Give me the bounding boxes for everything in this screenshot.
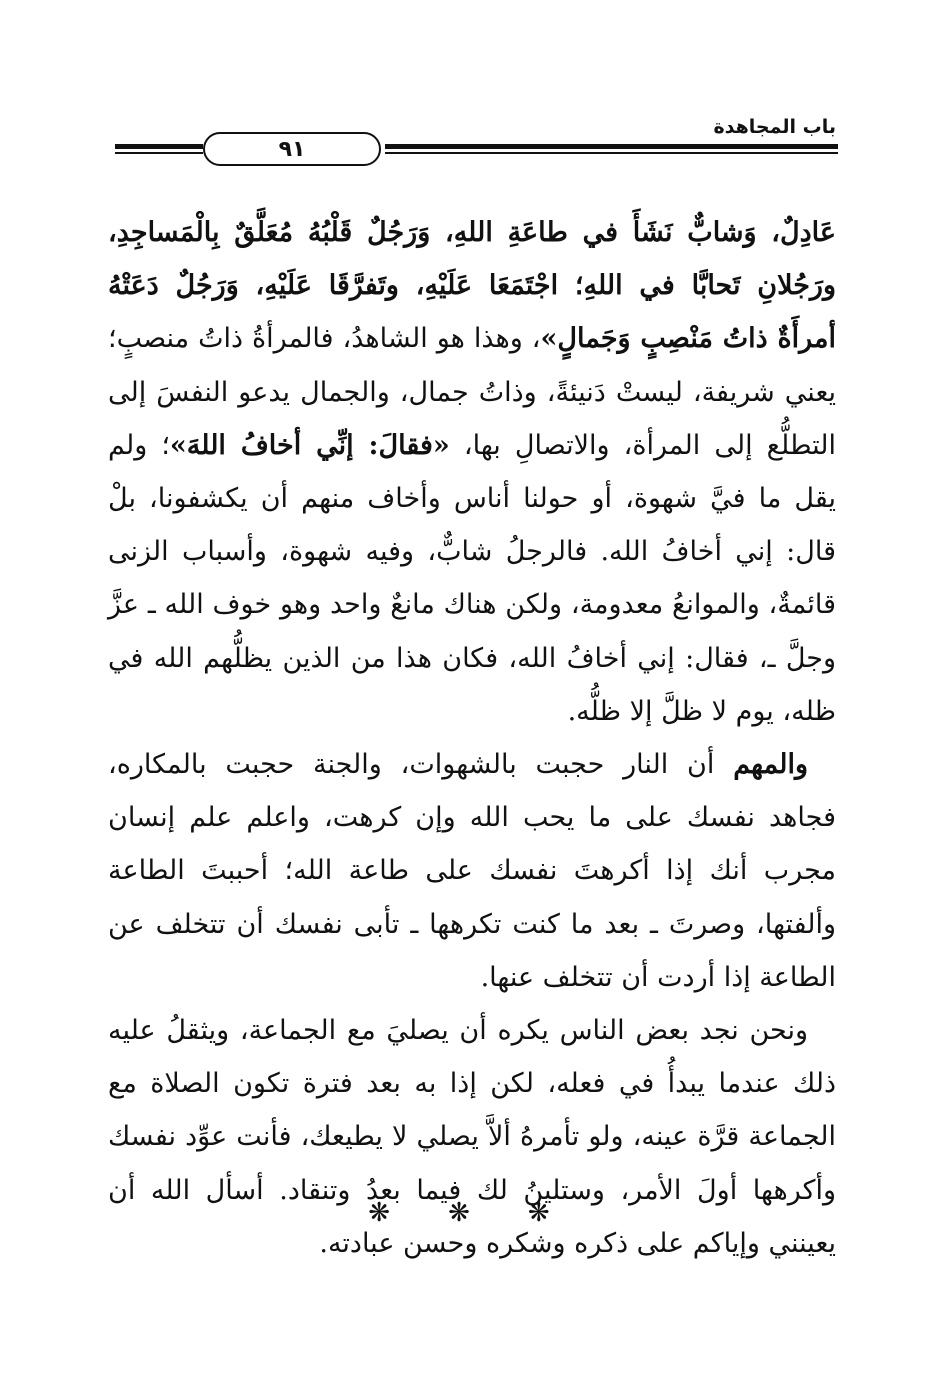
paragraph-text: أن النار حجبت بالشهوات، والجنة حجبت بالمكاره، فجاهد نفسك على ما يحب الله وإن كرهت، واعلم علم إنسان مجرب أنك إذا أكرهتَ نفسك على طاعة الله؛ أحببتَ الطاعة وألفتها، وصرتَ ـ بعد ما كنت تكرهها ـ تأبى نفسك أن تتخلف عن الطاعة إذا أردت أن تتخلف عنها. — [108, 749, 836, 993]
star-ornament-icon: ❋ — [527, 1198, 580, 1228]
lead-word: والمهم — [733, 749, 808, 781]
commentary-text: ؛ ولم يقل ما فيَّ شهوة، أو حولنا أناس وأخاف منهم أن يكشفونا، بلْ قال: إني أخافُ الله. فالرجلُ شابٌّ، وفيه شهوة، وأسباب الزنى قائمةٌ، والموانعُ معدومة، ولكن هناك مانعٌ واحد وهو خوف الله ـ عزَّ وجلَّ ـ، فقال: إني أخافُ الله، فكان هذا من الذين يظلُّهم الله في ظله، يوم لا ظلَّ إلا ظلُّه. — [108, 429, 836, 727]
hadith-quote: عَادِلٌ، وَشابٌّ نَشَأَ في طاعَةِ اللهِ، وَرَجُلٌ قَلْبُهُ مُعَلَّقٌ بِالْمَساجِدِ، ورَجُلانِ تَحابَّا في اللهِ؛ اجْتَمَعَا عَلَيْهِ، وتَفرَّقَا عَلَيْهِ، وَرَجُلٌ دَعَتْهُ أمرأَةٌ ذاتُ مَنْصِبٍ وَجَمالٍ» — [108, 217, 836, 355]
rule-right-thin — [385, 152, 838, 154]
rule-right-thick — [385, 144, 838, 149]
star-ornament-icon: ❋ — [448, 1198, 500, 1228]
paragraph-3 — [108, 1004, 836, 1270]
page-number: ٩١ — [203, 132, 381, 166]
paragraph-2 — [108, 738, 836, 1004]
paragraph-text: ونحن نجد بعض الناس يكره أن يصليَ مع الجماعة، ويثقلُ عليه ذلك عندما يبدأُ في فعله، لكن إذا به بعد فترة تكون الصلاة مع الجماعة قرَّة عينه، ولو تأمرهُ ألاَّ يصلي لا يطيعك، فأنت عوِّد نفسك وأكرهها أولَ الأمر، وستلينُ لك فيما بعدُ وتنقاد. أسأل الله أن يعينني وإياكم على ذكره وشكره وحسن عبادته. — [108, 1015, 836, 1259]
section-separator — [0, 1198, 948, 1228]
rule-left-thick — [115, 144, 203, 149]
star-ornament-icon: ❋ — [368, 1198, 421, 1228]
header-rule — [115, 130, 838, 170]
hadith-quote: «فقالَ: إنِّي أخافُ اللهَ» — [169, 429, 450, 461]
chapter-title: باب المجاهدة — [713, 116, 836, 138]
commentary-text: ، وهذا هو الشاهدُ، فالمرأةُ ذاتُ منصبٍ؛ يعني شريفة، ليستْ دَنيئةً، وذاتُ جمال، والجمال يدعو النفسَ إلى التطلُّع إلى المرأة، والاتصالِ بها، — [108, 323, 836, 461]
paragraph-1 — [108, 206, 836, 738]
rule-left-thin — [115, 152, 203, 154]
main-text — [108, 206, 836, 1270]
